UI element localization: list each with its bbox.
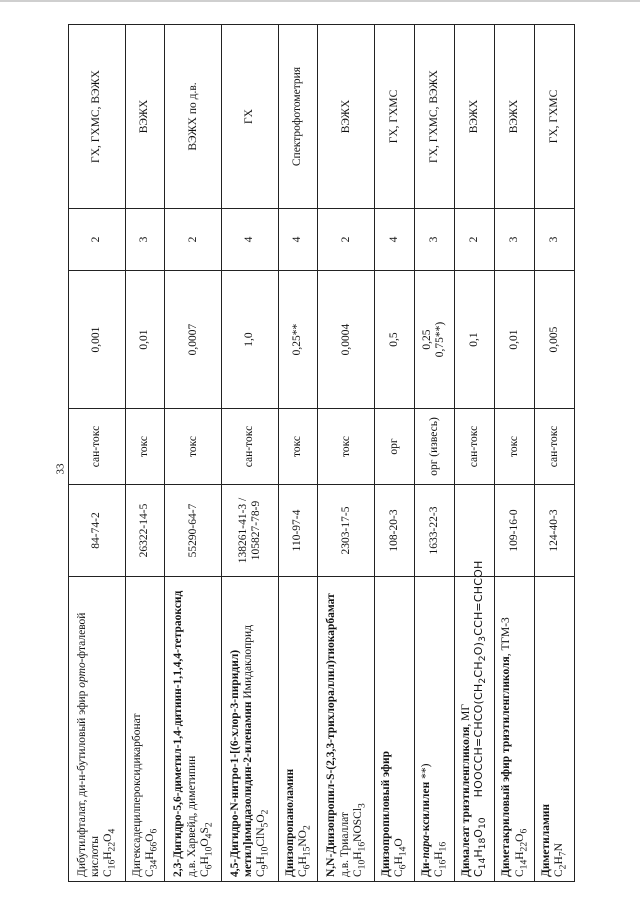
- chemical-formula: $C_6H_{10}O_4S_2$: [198, 822, 215, 877]
- hazard-class-cell: 2: [318, 209, 375, 271]
- substance-name: [500, 581, 513, 877]
- substance-name-part: Диметиламин: [540, 803, 553, 877]
- substance-name-cell: [69, 577, 126, 882]
- substance-name: [380, 581, 393, 877]
- substance-name-cell: [165, 577, 222, 882]
- hazard-indicator-cell: токс: [165, 409, 222, 485]
- analysis-method-cell: ГХ, ГХМС: [535, 25, 575, 209]
- substance-name-cell: [222, 577, 279, 882]
- hazard-indicator-cell: токс: [125, 409, 165, 485]
- cas-number-cell: 138261-41-3 / 105827-78-9: [222, 485, 279, 577]
- analysis-method-cell: ВЭЖХ: [125, 25, 165, 209]
- substance-name-part: 2,3-Дигидро-5,6-диметил-1,4-дитиин-1,1,4,4-тетраоксид: [172, 590, 185, 877]
- limit-value-cell: 0,01: [495, 271, 535, 409]
- substance-name-part: Дигексадецилпероксидикарбонат: [130, 713, 143, 877]
- chemical-formula: $C_{10}H_{16}NOSCl_3$: [351, 803, 368, 877]
- limit-value-cell: 0,1: [454, 271, 494, 409]
- substance-name-part: **): [420, 763, 433, 782]
- substance-name: [76, 581, 102, 877]
- cas-number-cell: 110-97-4: [278, 485, 318, 577]
- substance-name-part: д.в. Харвейд, диметипин: [185, 755, 198, 877]
- hazard-indicator-cell: сан-токс: [535, 409, 575, 485]
- analysis-method-cell: ВЭЖХ: [318, 25, 375, 209]
- substance-name-part: Диметакриловый эфир триэтиленгликоля: [500, 656, 513, 877]
- substance-name-cell: [278, 577, 318, 882]
- chemical-formula: $C_6H_{15}NO_2$: [296, 825, 313, 877]
- substance-name: [131, 581, 144, 877]
- substance-name-part: Дималеат триэтиленгликоля: [459, 726, 472, 877]
- substance-name-part: пара: [420, 834, 433, 859]
- substance-name-part: Ди-: [420, 858, 433, 877]
- rotated-table-container: [68, 25, 575, 882]
- hazard-class-cell: 3: [125, 209, 165, 271]
- table-row: [278, 25, 318, 882]
- substance-name-part: N,N-Диизопропил-S-(2,3,3-трихлораллил)тиокарбамат: [325, 593, 338, 877]
- cas-number-cell: 26322-14-5: [125, 485, 165, 577]
- limit-value-cell: 0,0004: [318, 271, 375, 409]
- substance-name-cell: [375, 577, 415, 882]
- substance-name: [540, 581, 553, 877]
- hazard-indicator-cell: токс: [318, 409, 375, 485]
- substance-name: [284, 581, 297, 877]
- cas-number-cell: 2303-17-5: [318, 485, 375, 577]
- limit-value-cell: 0,0007: [165, 271, 222, 409]
- substance-name-part: Имидаклоприд: [242, 624, 255, 702]
- substance-name-part: Диизопропаноламин: [283, 768, 296, 877]
- table-row: [454, 25, 494, 882]
- hazard-indicator-cell: токс: [495, 409, 535, 485]
- limit-value-cell: 0,25 0,75**): [414, 271, 454, 409]
- hazard-class-cell: 3: [535, 209, 575, 271]
- substance-name: [229, 581, 255, 877]
- analysis-method-cell: ГХ, ГХМС, ВЭЖХ: [414, 25, 454, 209]
- chemical-formula: $C_9H_{10}ClN_5O_2$: [255, 809, 271, 877]
- substance-name-cell: [495, 577, 535, 882]
- cas-number-cell: 1633-22-3: [414, 485, 454, 577]
- substance-name-part: Диизопропиловый эфир: [380, 751, 393, 877]
- hazard-class-cell: 3: [414, 209, 454, 271]
- table-row: [69, 25, 126, 882]
- substance-name-part: Дибутилфталат, ди-н-бутиловый эфир: [75, 687, 88, 877]
- substance-name-part: 4,5-Дигидро-N-нитро-1-[(6-хлор-3-пиридил) метил]имидазолидин-2-иленамин: [228, 649, 255, 877]
- hazard-indicator-cell: орг: [375, 409, 415, 485]
- substance-name-part: , МГ: [459, 703, 472, 727]
- hazard-indicator-cell: сан-токс: [454, 409, 494, 485]
- table-row: [318, 25, 375, 882]
- cas-number-cell: 109-16-0: [495, 485, 535, 577]
- hazard-indicator-cell: орг (извесь): [414, 409, 454, 485]
- structural-formula-empirical: $C_{14}H_{18}O_{10}$: [472, 817, 489, 877]
- table-row: [125, 25, 165, 882]
- substance-name-cell: [414, 577, 454, 882]
- substance-name-cell: [535, 577, 575, 882]
- hazard-class-cell: 3: [495, 209, 535, 271]
- analysis-method-cell: ВЭЖХ: [454, 25, 494, 209]
- table-row: [375, 25, 415, 882]
- hazard-indicator-cell: сан-токс: [222, 409, 279, 485]
- analysis-method-cell: ВЭЖХ: [495, 25, 535, 209]
- page-number: 33: [54, 463, 67, 475]
- substance-table: [68, 24, 575, 882]
- chemical-formula: $C_{16}H_{22}O_4$: [102, 828, 118, 877]
- page-top-rule: [0, 0, 640, 2]
- limit-value-cell: 0,5: [375, 271, 415, 409]
- hazard-class-cell: 4: [278, 209, 318, 271]
- limit-value-cell: 0,01: [125, 271, 165, 409]
- chemical-formula: $C_{16}H_{16}$: [433, 841, 449, 877]
- chemical-formula: $C_6H_{14}O$: [393, 838, 409, 877]
- cas-number-cell: 108-20-3: [375, 485, 415, 577]
- structural-formula: [472, 560, 489, 877]
- substance-name-part: -ксилилен: [420, 781, 433, 835]
- hazard-class-cell: 4: [375, 209, 415, 271]
- substance-name-cell: [318, 577, 375, 882]
- analysis-method-cell: Спектрофотометрия: [278, 25, 318, 209]
- hazard-class-cell: 2: [165, 209, 222, 271]
- cas-number-cell: 55290-64-7: [165, 485, 222, 577]
- substance-name: [325, 581, 351, 877]
- table-row: [535, 25, 575, 882]
- analysis-method-cell: ГХ, ГХМС, ВЭЖХ: [69, 25, 126, 209]
- substance-name: [420, 581, 433, 877]
- hazard-class-cell: 4: [222, 209, 279, 271]
- limit-value-cell: 1,0: [222, 271, 279, 409]
- cas-number-cell: 124-40-3: [535, 485, 575, 577]
- substance-table-body: [69, 25, 575, 882]
- table-row: [495, 25, 535, 882]
- limit-value-cell: 0,001: [69, 271, 126, 409]
- table-row: [414, 25, 454, 882]
- chemical-formula: $C_2H_7N$: [553, 843, 569, 877]
- substance-name: [172, 581, 198, 877]
- hazard-class-cell: 2: [454, 209, 494, 271]
- substance-name-cell: [454, 560, 494, 882]
- substance-name-part: орто: [75, 662, 88, 688]
- analysis-method-cell: ГХ: [222, 25, 279, 209]
- limit-value-cell: 0,005: [535, 271, 575, 409]
- hazard-class-cell: 2: [69, 209, 126, 271]
- cas-number-cell: 84-74-2: [69, 485, 126, 577]
- limit-value-cell: 0,25**: [278, 271, 318, 409]
- analysis-method-cell: ВЭЖХ по д.в.: [165, 25, 222, 209]
- table-row: [222, 25, 279, 882]
- chemical-formula: $C_{34}H_{66}O_6$: [143, 828, 160, 877]
- substance-name-part: -фталевой кислоты: [75, 612, 102, 877]
- structural-formula-line: $HOOCCH=CHCO(CH_2CH_2O)_3CCH=CHCOH$: [472, 560, 489, 798]
- substance-name-part: д.в. Триаллат: [338, 812, 351, 877]
- analysis-method-cell: ГХ, ГХМС: [375, 25, 415, 209]
- substance-name-cell: [125, 577, 165, 882]
- substance-name-part: , ТГМ-3: [500, 617, 513, 657]
- table-row: [165, 25, 222, 882]
- chemical-formula: $C_{14}H_{22}O_6$: [513, 828, 529, 877]
- hazard-indicator-cell: сан-токс: [69, 409, 126, 485]
- hazard-indicator-cell: токс: [278, 409, 318, 485]
